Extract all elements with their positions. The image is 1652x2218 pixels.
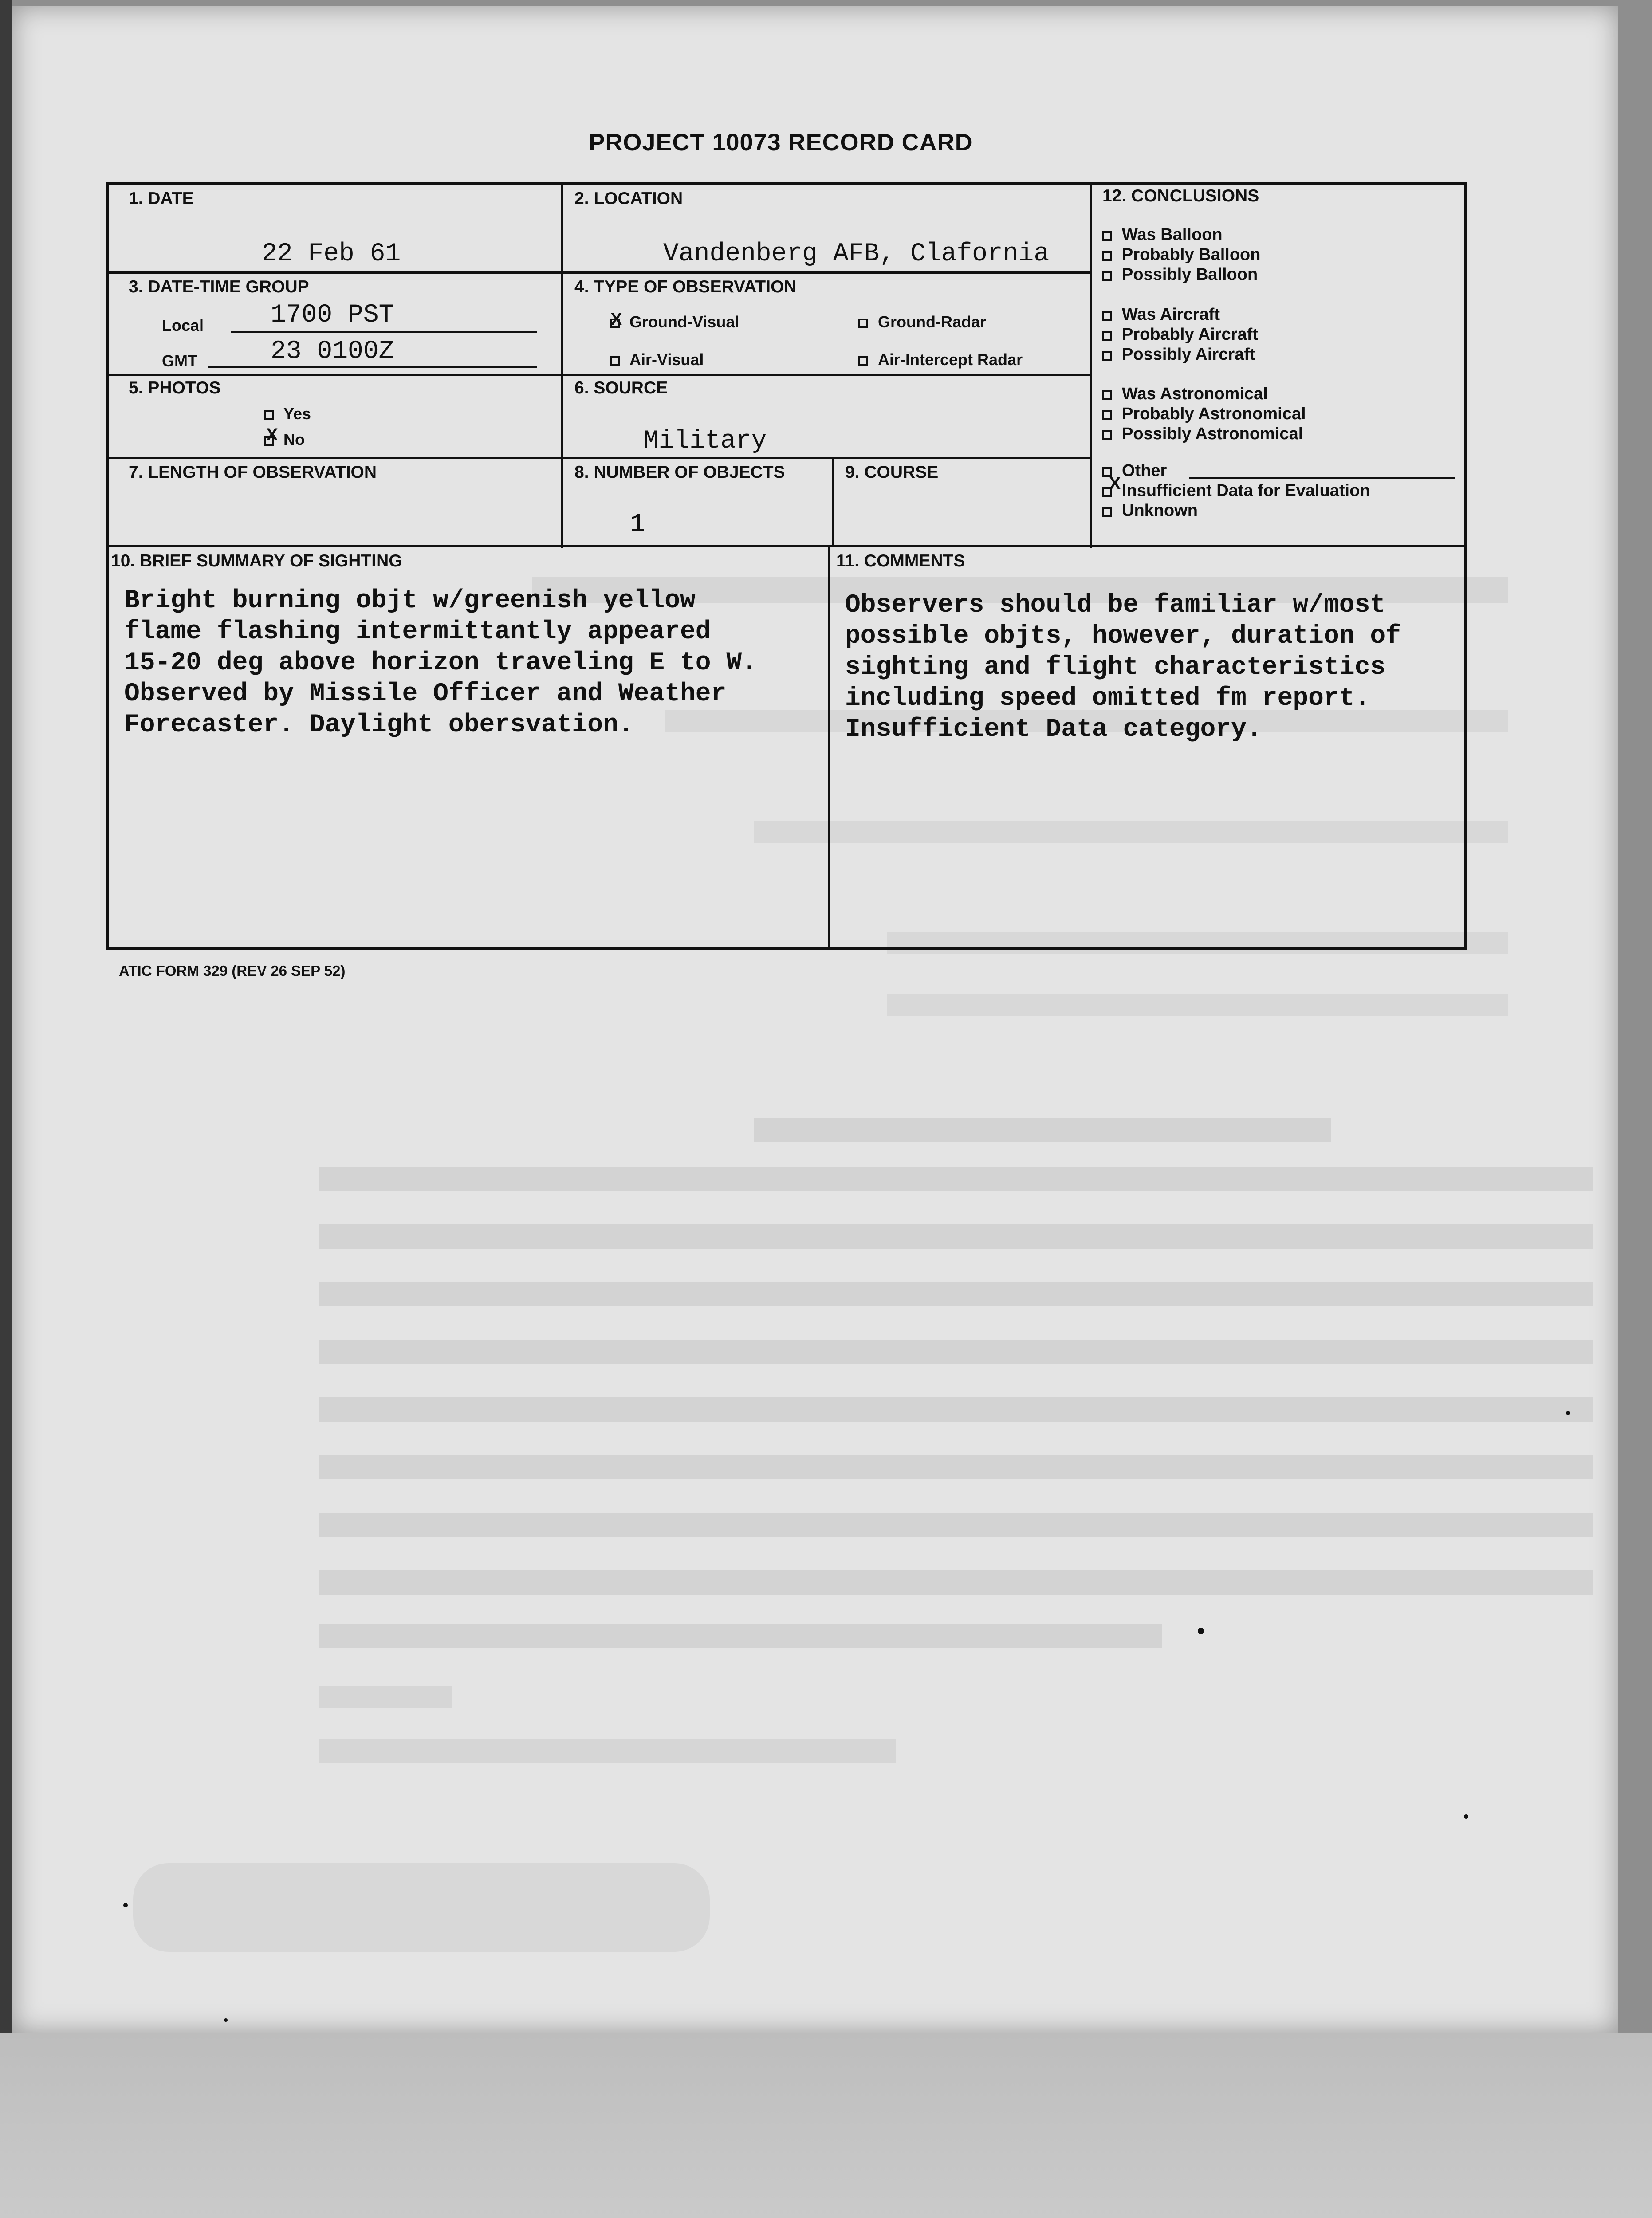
source-value: Military bbox=[643, 427, 767, 456]
date-value: 22 Feb 61 bbox=[262, 240, 401, 268]
divider-summary-comments bbox=[828, 546, 830, 950]
divider-row3 bbox=[106, 457, 1090, 459]
dtg-local-underline bbox=[231, 331, 537, 333]
conclusion-was-balloon: Was Balloon bbox=[1102, 225, 1223, 244]
conclusion-unknown: Unknown bbox=[1102, 501, 1198, 520]
conclusion-was-astronomical: Was Astronomical bbox=[1102, 385, 1268, 404]
dtg-label: 3. DATE-TIME GROUP bbox=[129, 277, 309, 296]
dtg-local-value: 1700 PST bbox=[271, 301, 394, 330]
summary-text: Bright burning objt w/greenish yellow flame flashing intermittantly appeared 15-20 deg above horizon traveling E to W. Observed by Missile Officer and Weather Forecaster. Daylight obersvation. bbox=[124, 586, 758, 739]
film-speck bbox=[1198, 1628, 1204, 1634]
type-ground-radar: Ground-Radar bbox=[858, 313, 986, 331]
other-underline bbox=[1189, 477, 1455, 479]
dtg-gmt-underline bbox=[208, 366, 537, 368]
conclusion-was-aircraft: Was Aircraft bbox=[1102, 305, 1220, 324]
divider-row4 bbox=[106, 545, 1467, 547]
date-label: 1. DATE bbox=[129, 189, 194, 208]
comments-text: Observers should be familiar w/most possible objts, however, duration of sighting and flight characteristics including speed omitted fm report. Insufficient Data category. bbox=[845, 591, 1401, 744]
conclusion-possibly-astronomical: Possibly Astronomical bbox=[1102, 425, 1303, 444]
checkbox-photos-yes[interactable] bbox=[264, 410, 274, 420]
dtg-local-label: Local bbox=[162, 316, 204, 334]
film-speck bbox=[224, 2018, 228, 2022]
course-label: 9. COURSE bbox=[845, 463, 939, 482]
location-value: Vandenberg AFB, Clafornia bbox=[663, 240, 1050, 268]
lower-background bbox=[0, 2033, 1652, 2218]
form-id: ATIC FORM 329 (REV 26 SEP 52) bbox=[119, 963, 346, 979]
film-edge bbox=[0, 0, 12, 2041]
source-label: 6. SOURCE bbox=[574, 378, 668, 397]
comments-label: 11. COMMENTS bbox=[836, 551, 965, 570]
divider-row2 bbox=[106, 374, 1090, 376]
checkbox-ground-radar[interactable] bbox=[858, 319, 868, 328]
location-label: 2. LOCATION bbox=[574, 189, 683, 208]
divider-v-col2 bbox=[1090, 182, 1092, 548]
conclusion-possibly-balloon: Possibly Balloon bbox=[1102, 265, 1258, 284]
card-title: PROJECT 10073 RECORD CARD bbox=[589, 129, 973, 156]
type-ground-visual: Ground-Visual bbox=[610, 313, 739, 331]
num-objects-label: 8. NUMBER OF OBJECTS bbox=[574, 463, 785, 482]
conclusion-other: Other bbox=[1102, 461, 1167, 480]
film-speck bbox=[1464, 1814, 1468, 1819]
ground-visual-check-mark: X bbox=[610, 310, 622, 329]
photos-no-check-mark: X bbox=[266, 425, 278, 444]
conclusion-probably-balloon: Probably Balloon bbox=[1102, 245, 1260, 264]
type-air-visual: Air-Visual bbox=[610, 350, 704, 369]
conclusion-probably-aircraft: Probably Aircraft bbox=[1102, 325, 1258, 344]
divider-course bbox=[832, 457, 834, 546]
dtg-gmt-label: GMT bbox=[162, 352, 197, 370]
divider-row1 bbox=[106, 271, 1090, 274]
film-speck bbox=[1566, 1411, 1570, 1415]
checkbox-air-intercept[interactable] bbox=[858, 356, 868, 366]
conclusion-insufficient-data: Insufficient Data for Evaluation bbox=[1102, 481, 1370, 500]
length-label: 7. LENGTH OF OBSERVATION bbox=[129, 463, 377, 482]
conclusions-label: 12. CONCLUSIONS bbox=[1102, 186, 1259, 205]
dtg-gmt-value: 23 0100Z bbox=[271, 337, 394, 366]
num-objects-value: 1 bbox=[630, 510, 645, 539]
summary-label: 10. BRIEF SUMMARY OF SIGHTING bbox=[111, 551, 402, 570]
conclusion-probably-astronomical: Probably Astronomical bbox=[1102, 405, 1306, 424]
divider-v-col1 bbox=[561, 182, 563, 548]
photos-label: 5. PHOTOS bbox=[129, 378, 221, 397]
insufficient-data-check-mark: X bbox=[1109, 474, 1121, 493]
photos-no: No bbox=[264, 430, 305, 449]
type-obs-label: 4. TYPE OF OBSERVATION bbox=[574, 277, 797, 296]
photos-yes: Yes bbox=[264, 405, 311, 423]
conclusion-possibly-aircraft: Possibly Aircraft bbox=[1102, 345, 1255, 364]
film-speck bbox=[123, 1903, 128, 1907]
checkbox-air-visual[interactable] bbox=[610, 356, 620, 366]
type-air-intercept: Air-Intercept Radar bbox=[858, 350, 1023, 369]
